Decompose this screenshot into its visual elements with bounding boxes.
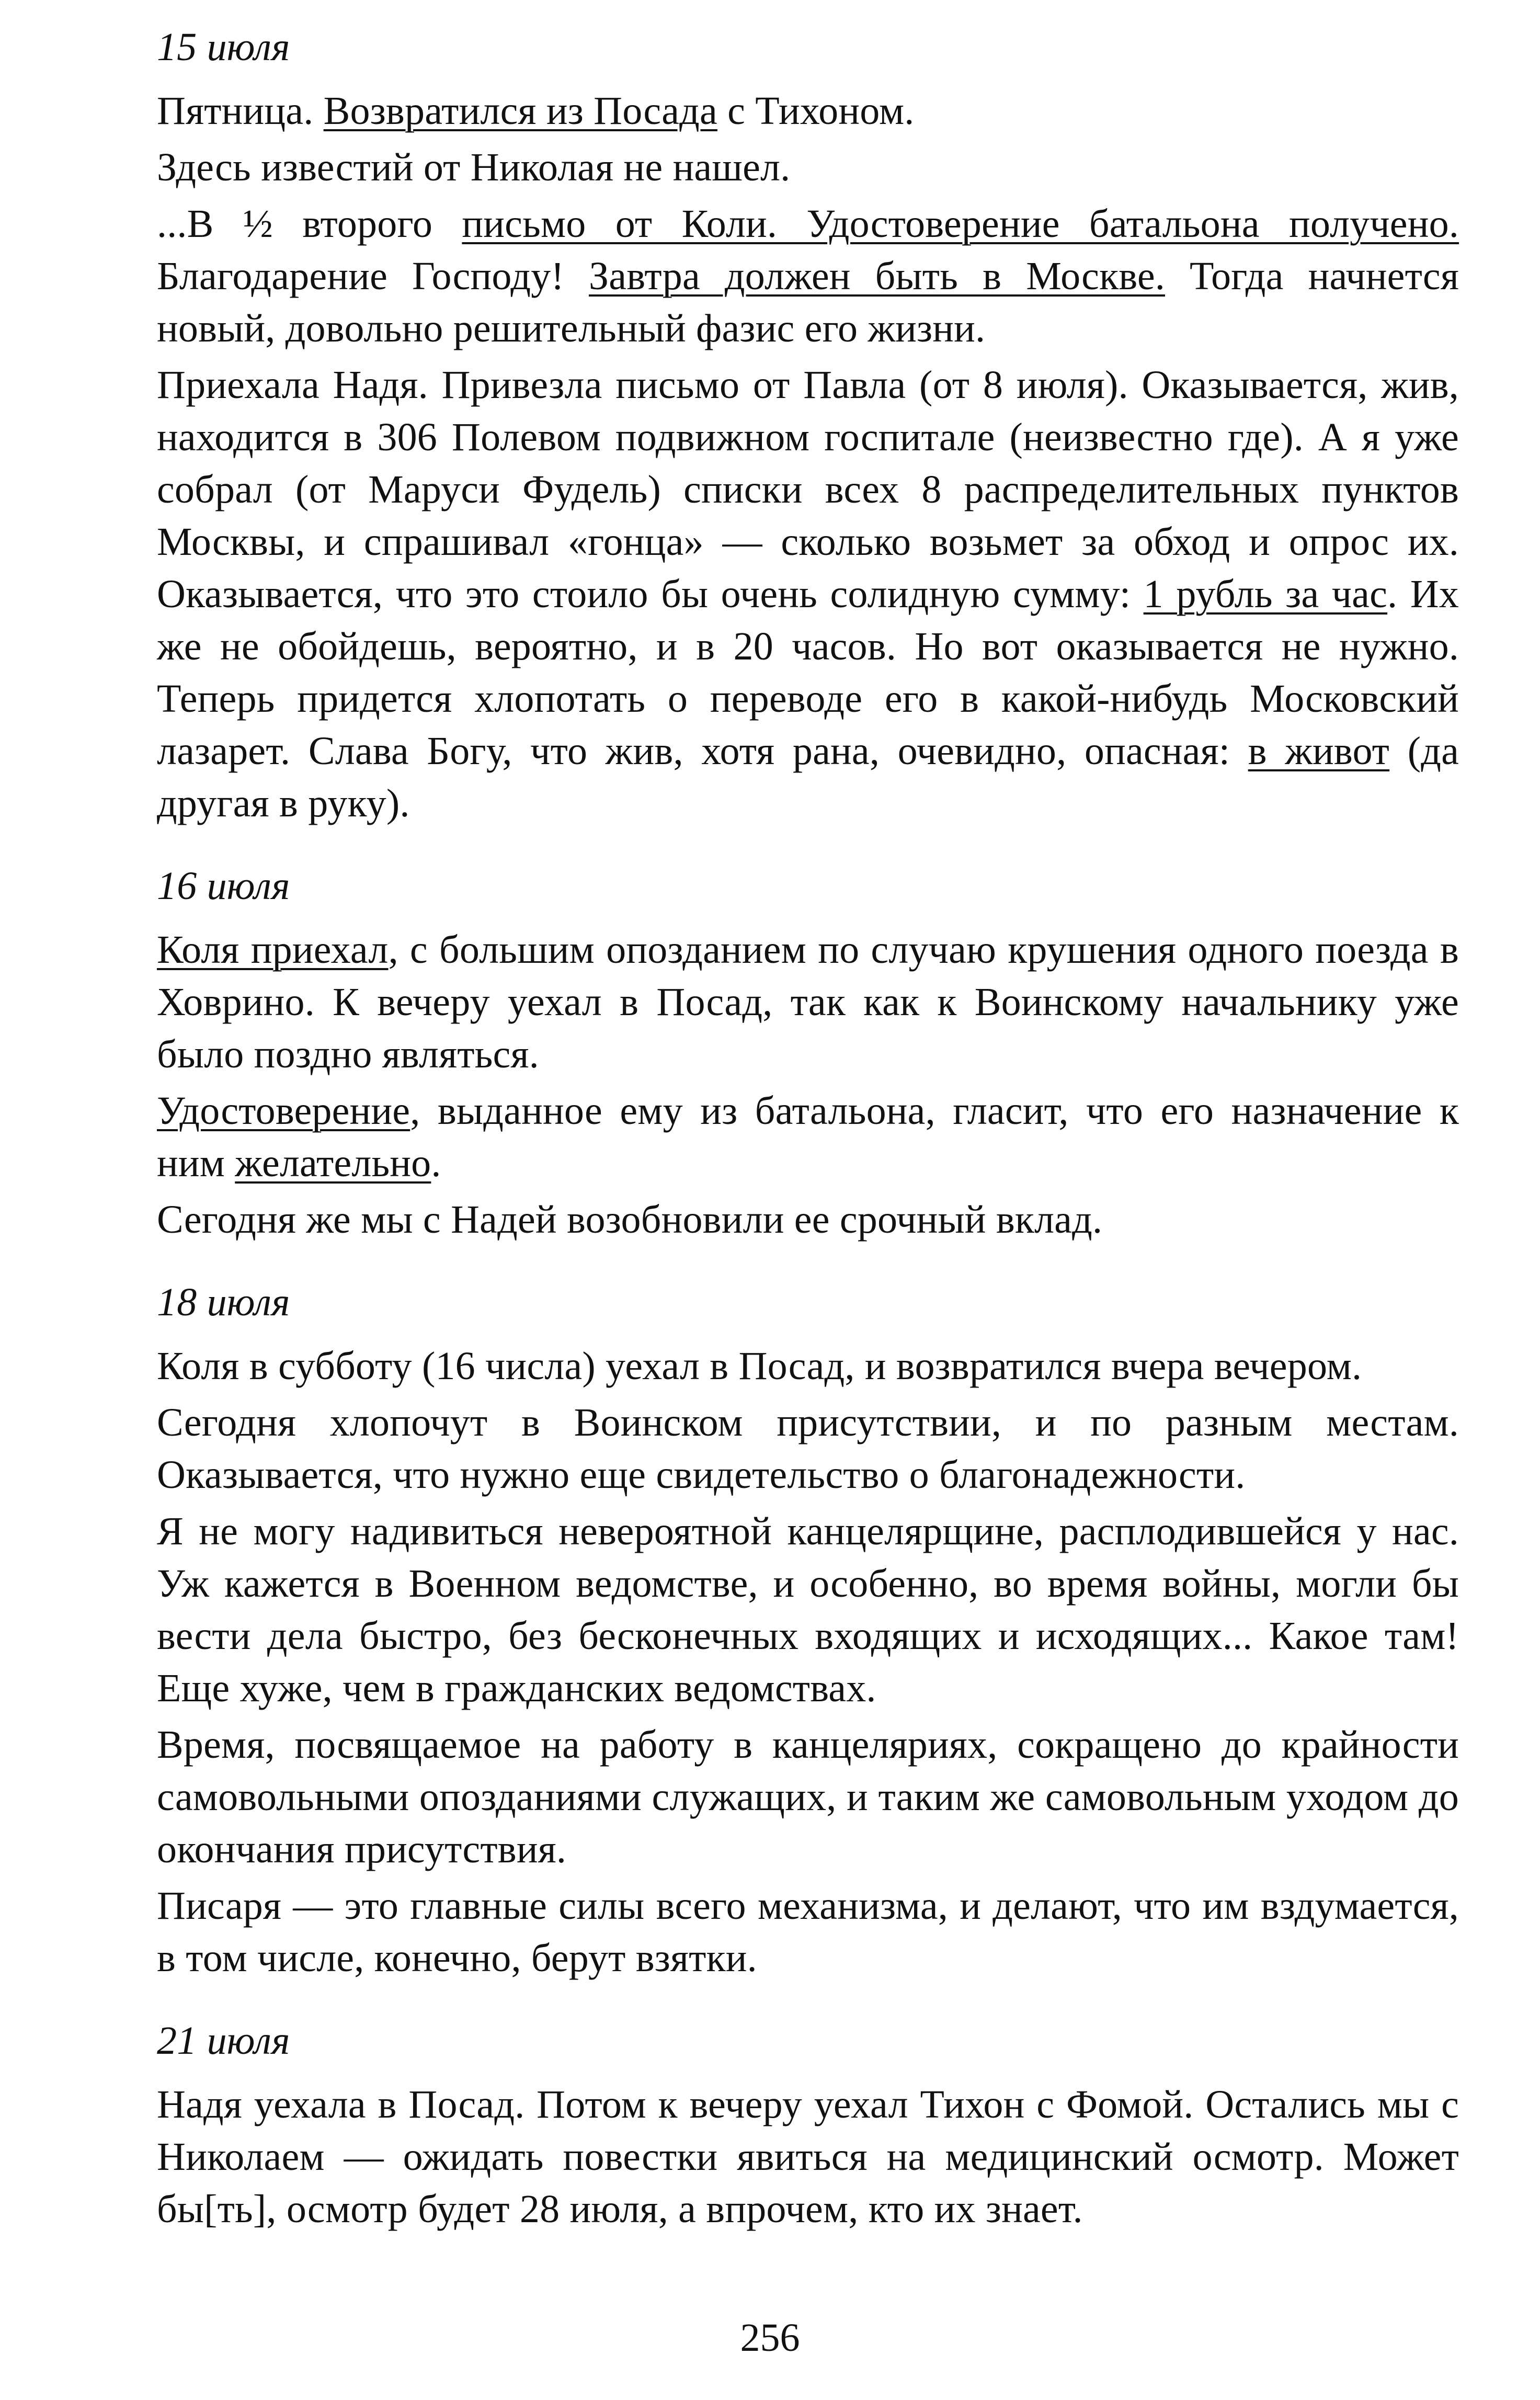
text-run: ...В ½ второго	[157, 202, 462, 246]
underlined-text: в живот	[1248, 729, 1390, 773]
text-run: , выданное ему из батальона, гласит, что его назначение к ним	[157, 1089, 1459, 1185]
entry-date: 15 июля	[157, 25, 290, 69]
entry-paragraph	[157, 1880, 1459, 1984]
entry-date: 18 июля	[157, 1280, 290, 1324]
text-run: , с большим опозданием по случаю крушения одного поезда в Ховрино. К вечеру уехал в Посад, так как к Воинскому начальнику уже было поздно являться.	[157, 928, 1459, 1076]
entry-paragraph	[157, 1085, 1459, 1189]
text-run: Я не могу надивиться невероятной канцелярщине, расплодившейся у нас. Уж кажется в Военном ведомстве, и особенно, во время войны, могли бы вести дела быстро, без бесконечных входящих и исходящих... Какое там! Еще хуже, чем в гражданских ведомствах.	[157, 1509, 1459, 1710]
text-run: Благодарение Господу!	[157, 254, 589, 298]
text-run: с Тихоном.	[717, 89, 915, 133]
text-run: Тогда начнется новый, довольно решительный фазис его жизни.	[157, 254, 1459, 350]
underlined-text: письмо от Коли. Удостоверение батальона получено.	[462, 202, 1459, 246]
entry-paragraph	[157, 85, 1459, 137]
diary-entry	[157, 2015, 1459, 2235]
entry-paragraph	[157, 1505, 1459, 1714]
entry-date: 16 июля	[157, 864, 290, 908]
entry-paragraph	[157, 2078, 1459, 2235]
page-number: 256	[740, 2316, 800, 2360]
text-run: Сегодня же мы с Надей возобновили ее срочный вклад.	[157, 1198, 1103, 1242]
underlined-text: Удостоверение	[157, 1089, 410, 1133]
diary-text-block	[157, 21, 1459, 2266]
entry-paragraph	[157, 1340, 1459, 1392]
diary-entry	[157, 21, 1459, 829]
entry-paragraph	[157, 1719, 1459, 1875]
underlined-text: Возвратился из Посада	[323, 89, 717, 133]
entry-paragraph	[157, 1396, 1459, 1501]
text-run: Время, посвящаемое на работу в канцеляриях, сокращено до крайности самовольными опозданиями служащих, и таким же самовольным уходом до окончания присутствия.	[157, 1723, 1459, 1871]
text-run: Здесь известий от Николая не нашел.	[157, 145, 791, 189]
text-run: . Их же не обойдешь, вероятно, и в 20 часов. Но вот оказывается не нужно. Теперь придется хлопотать о переводе его в какой-нибудь Московский лазарет. Слава Богу, что жив, хотя рана, очевидно, опасная:	[157, 572, 1459, 773]
entry-paragraph	[157, 359, 1459, 829]
text-run: (да другая в руку).	[157, 729, 1459, 825]
underlined-text: Коля приехал	[157, 928, 389, 972]
text-run: Коля в субботу (16 числа) уехал в Посад, и возвратился вчера вечером.	[157, 1344, 1362, 1388]
entry-date: 21 июля	[157, 2019, 290, 2063]
text-run: Приехала Надя. Привезла письмо от Павла (от 8 июля). Оказывается, жив, находится в 306 Полевом подвижном госпитале (неизвестно где). А я уже собрал (от Маруси Фудель) списки всех 8 распределительных пунктов Москвы, и спрашивал «гонца» — сколько возьмет за обход и опрос их. Оказывается, что это стоило бы очень солидную сумму:	[157, 363, 1459, 616]
entry-paragraph	[157, 198, 1459, 355]
underlined-text: желательно	[235, 1141, 431, 1185]
entry-paragraph	[157, 141, 1459, 194]
text-run: Надя уехала в Посад. Потом к вечеру уехал Тихон с Фомой. Остались мы с Николаем — ожидать повестки явиться на медицинский осмотр. Может бы[ть], осмотр будет 28 июля, а впрочем, кто их знает.	[157, 2083, 1459, 2231]
text-run: Пятница.	[157, 89, 324, 133]
underlined-text: 1 рубль за час	[1143, 572, 1388, 616]
text-run: .	[431, 1141, 441, 1185]
text-run: Писаря — это главные силы всего механизма, и делают, что им вздумается, в том числе, конечно, берут взятки.	[157, 1884, 1459, 1980]
diary-entry	[157, 860, 1459, 1246]
text-run: Сегодня хлопочут в Воинском присутствии, и по разным местам. Оказывается, что нужно еще свидетельство о благонадежности.	[157, 1401, 1459, 1497]
entry-paragraph	[157, 1193, 1459, 1246]
underlined-text: Завтра должен быть в Москве.	[589, 254, 1166, 298]
entry-paragraph	[157, 924, 1459, 1080]
diary-entry	[157, 1276, 1459, 1984]
